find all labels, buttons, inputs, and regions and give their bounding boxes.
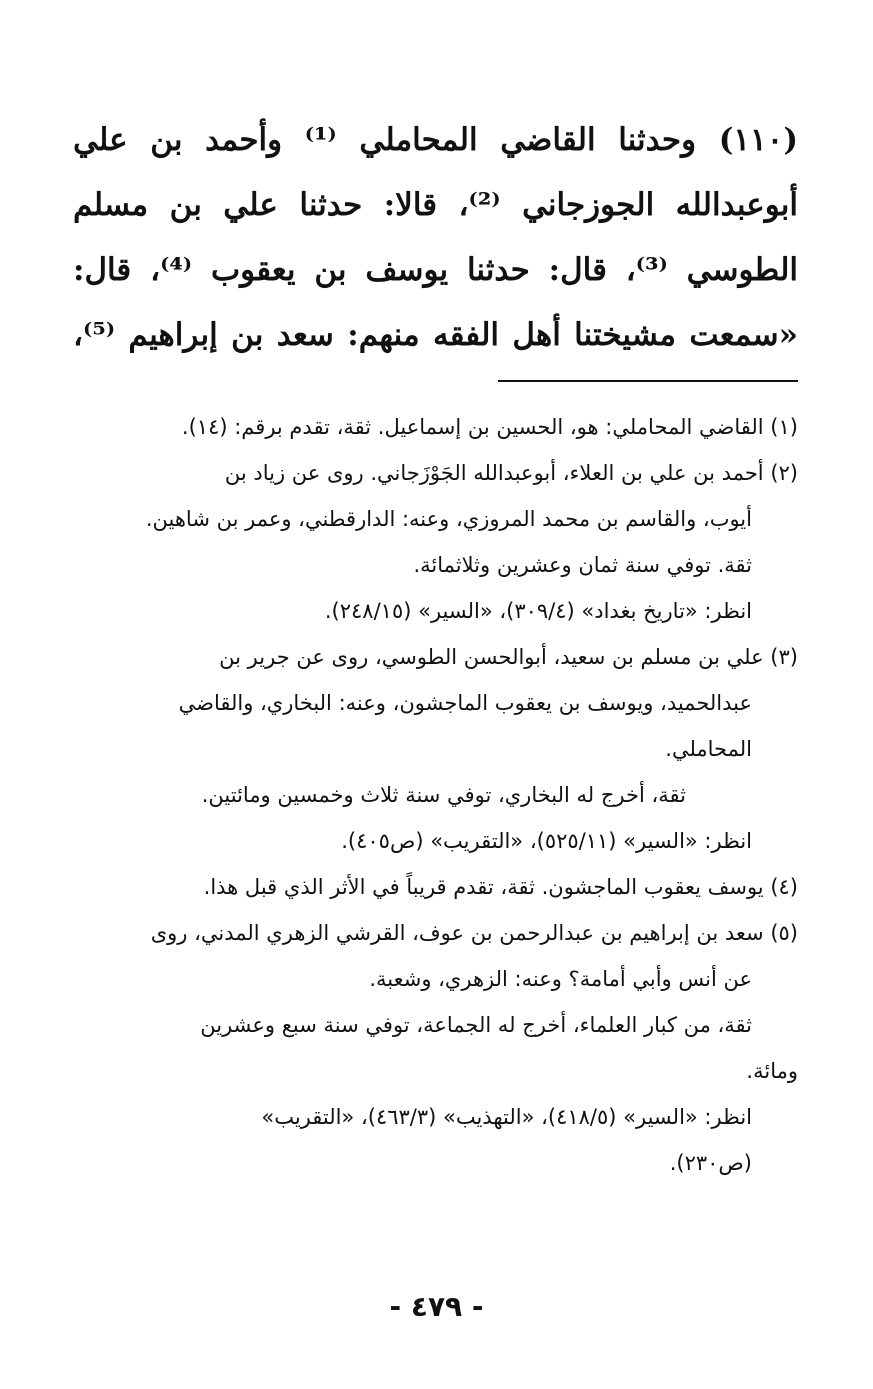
hadith-line: أبوعبدالله الجوزجاني ⁽²⁾، قالا: حدثنا علي بن مسلم: [73, 187, 798, 223]
hadith-line: «سمعت مشيختنا أهل الفقه منهم: سعد بن إبراهيم ⁽⁵⁾،: [73, 317, 798, 353]
page-number: - ٤٧٩ -: [389, 1290, 484, 1323]
footnote-4: (٤) يوسف يعقوب الماجشون. ثقة، تقدم قريباً في الأثر الذي قبل هذا.: [203, 875, 798, 899]
footnote-5: (٥) سعد بن إبراهيم بن عبدالرحمن بن عوف، القرشي الزهري المدني، روى: [150, 921, 798, 945]
footnote-3-refs: انظر: «السير» (٥٢٥/١١)، «التقريب» (ص٤٠٥).: [341, 829, 752, 853]
footnote-5-refs: انظر: «السير» (٤١٨/٥)، «التهذيب» (٤٦٣/٣)، «التقريب»: [261, 1105, 752, 1129]
footnotes: [73, 404, 798, 1186]
footnote-2-refs: انظر: «تاريخ بغداد» (٣٠٩/٤)، «السير» (٢٤٨/١٥).: [324, 599, 752, 623]
footnote-2-grade: ثقة. توفي سنة ثمان وعشرين وثلاثمائة.: [413, 553, 752, 577]
footnote-5-grade-cont: ومائة.: [746, 1059, 798, 1083]
footnote-5-cont: عن أنس وأبي أمامة؟ وعنه: الزهري، وشعبة.: [369, 967, 752, 991]
footnote-3-grade: ثقة، أخرج له البخاري، توفي سنة ثلاث وخمسين ومائتين.: [201, 783, 686, 807]
footnote-2: (٢) أحمد بن علي بن العلاء، أبوعبدالله الجَوْزَجاني. روى عن زياد بن: [224, 461, 798, 485]
hadith-text: [73, 108, 798, 368]
hadith-line: الطوسي ⁽³⁾، قال: حدثنا يوسف بن يعقوب ⁽⁴⁾، قال:: [73, 252, 798, 288]
footnote-separator: [498, 380, 798, 382]
footnote-5-refs-cont: (ص٢٣٠).: [669, 1151, 752, 1175]
hadith-line: (١١٠) وحدثنا القاضي المحاملي ⁽¹⁾ وأحمد بن علي: [73, 122, 798, 158]
footnote-3-cont: المحاملي.: [665, 737, 752, 761]
footnote-5-grade: ثقة، من كبار العلماء، أخرج له الجماعة، توفي سنة سبع وعشرين: [200, 1013, 752, 1037]
footnote-2-cont: أيوب، والقاسم بن محمد المروزي، وعنه: الدارقطني، وعمر بن شاهين.: [145, 507, 752, 531]
footnote-3: (٣) علي بن مسلم بن سعيد، أبوالحسن الطوسي، روى عن جرير بن: [219, 645, 798, 669]
footnote-1: (١) القاضي المحاملي: هو، الحسين بن إسماعيل. ثقة، تقدم برقم: (١٤).: [181, 415, 798, 439]
footnote-3-cont: عبدالحميد، ويوسف بن يعقوب الماجشون، وعنه: البخاري، والقاضي: [178, 691, 752, 715]
